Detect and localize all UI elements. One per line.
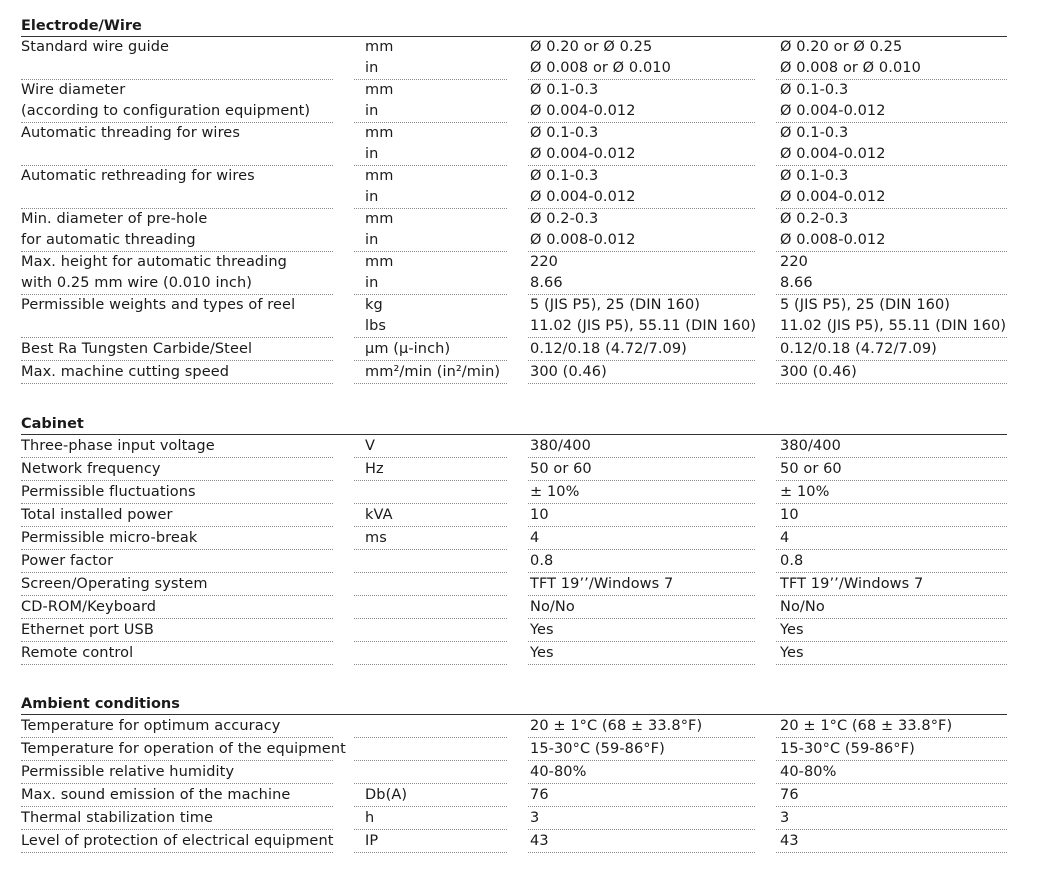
table-row [21,807,1007,830]
table-row [21,252,1007,295]
row-unit: in [365,146,379,162]
section-cabinet [21,414,1007,665]
table-row [21,123,1007,166]
row-value-model-2: ± 10% [780,484,830,500]
section-rows [21,37,1007,384]
row-value-model-1: Ø 0.20 or Ø 0.25 [530,39,653,55]
row-value-model-2: Yes [780,622,804,638]
table-row [21,295,1007,338]
row-unit: mm [365,39,394,55]
row-line [21,784,1007,806]
row-value-model-1: Ø 0.004-0.012 [530,146,636,162]
row-label: Power factor [21,553,114,569]
row-unit: µm (µ-inch) [365,341,451,357]
row-label: Wire diameter [21,82,126,98]
row-value-model-2: Ø 0.008 or Ø 0.010 [780,60,921,76]
column-gutter [507,663,527,665]
row-line [21,550,1007,572]
row-line [21,830,1007,852]
row-value-model-1: Ø 0.1-0.3 [530,125,599,141]
row-value-model-2: Ø 0.004-0.012 [780,103,886,119]
row-unit: h [365,810,375,826]
row-unit [352,481,517,503]
row-label: Best Ra Tungsten Carbide/Steel [21,341,253,357]
column-gutter [756,663,776,665]
row-unit: mm²/min (in²/min) [365,364,501,380]
row-value-model-2: 15-30°C (59-86°F) [780,741,915,757]
row-unit: in [365,275,379,291]
table-row [21,619,1007,642]
row-value-model-2: Ø 0.004-0.012 [780,189,886,205]
row-unit: kVA [365,507,393,523]
column-gutter [507,382,527,384]
row-value-model-1: Ø 0.1-0.3 [530,168,599,184]
row-label: Temperature for operation of the equipment [21,741,346,757]
row-label: with 0.25 mm wire (0.010 inch) [21,275,252,291]
row-unit [352,573,517,595]
row-value-model-2: 76 [780,787,799,803]
column-gutter [334,382,354,384]
row-value-model-1: Ø 0.004-0.012 [530,189,636,205]
row-label: Temperature for optimum accuracy [21,718,281,734]
row-label: Permissible fluctuations [21,484,196,500]
column-gutter [507,851,527,853]
row-value-model-1: 50 or 60 [530,461,592,477]
row-value-model-2: 8.66 [780,275,813,291]
row-value-model-1: Ø 0.004-0.012 [530,103,636,119]
row-line [21,338,1007,360]
row-value-model-2: 50 or 60 [780,461,842,477]
row-label: Standard wire guide [21,39,170,55]
row-value-model-1: Yes [530,645,554,661]
row-unit [352,738,517,760]
table-row [21,715,1007,738]
row-value-model-1: 380/400 [530,438,591,454]
row-value-model-1: 76 [530,787,549,803]
table-row [21,550,1007,573]
row-line [21,527,1007,549]
row-line [21,101,1007,122]
row-value-model-2: Ø 0.2-0.3 [780,211,849,227]
row-value-model-2: 300 (0.46) [780,364,857,380]
row-label: (according to configuration equipment) [21,103,311,119]
table-row [21,80,1007,123]
row-unit: in [365,232,379,248]
table-row [21,527,1007,550]
row-unit: in [365,189,379,205]
row-value-model-2: 5 (JIS P5), 25 (DIN 160) [780,297,951,313]
row-label: Automatic threading for wires [21,125,240,141]
column-gutter [756,851,776,853]
row-unit: IP [365,833,379,849]
row-label: Total installed power [21,507,173,523]
row-label: Permissible weights and types of reel [21,297,296,313]
row-value-model-1: 0.12/0.18 (4.72/7.09) [530,341,687,357]
row-value-model-2: Ø 0.1-0.3 [780,125,849,141]
row-label: Permissible relative humidity [21,764,235,780]
row-label: Network frequency [21,461,161,477]
row-line [21,361,1007,383]
row-line [21,144,1007,165]
row-line [21,619,1007,641]
row-value-model-2: 40-80% [780,764,837,780]
row-unit: mm [365,254,394,270]
table-row [21,784,1007,807]
row-value-model-2: 11.02 (JIS P5), 55.11 (DIN 160) [780,318,1007,334]
row-value-model-1: 5 (JIS P5), 25 (DIN 160) [530,297,701,313]
row-unit [352,761,517,783]
row-label [21,144,352,165]
section-ambient-conditions [21,694,1007,853]
row-value-model-1: 20 ± 1°C (68 ± 33.8°F) [530,718,703,734]
row-line [21,458,1007,480]
row-value-model-1: 8.66 [530,275,563,291]
row-value-model-2: 0.12/0.18 (4.72/7.09) [780,341,937,357]
table-row [21,738,1007,761]
row-label: Remote control [21,645,134,661]
table-row [21,596,1007,619]
table-row [21,361,1007,384]
table-row [21,338,1007,361]
row-unit: mm [365,168,394,184]
row-label [21,316,352,337]
table-row [21,642,1007,665]
row-value-model-1: Ø 0.008-0.012 [530,232,636,248]
row-unit: mm [365,82,394,98]
row-value-model-1: Ø 0.008 or Ø 0.010 [530,60,671,76]
section-title: Cabinet [21,414,1007,435]
section-rows [21,435,1007,665]
row-value-model-2: 10 [780,507,799,523]
row-label: Thermal stabilization time [21,810,213,826]
row-line [21,596,1007,618]
row-label: Screen/Operating system [21,576,208,592]
row-label: Three-phase input voltage [21,438,215,454]
row-value-model-2: 220 [780,254,808,270]
row-unit: in [365,60,379,76]
row-line [21,715,1007,737]
row-value-model-1: 15-30°C (59-86°F) [530,741,665,757]
row-line [21,123,1007,144]
table-row [21,830,1007,853]
row-label [21,187,352,208]
row-value-model-1: 3 [530,810,540,826]
row-value-model-2: Ø 0.20 or Ø 0.25 [780,39,903,55]
row-value-model-2: Ø 0.1-0.3 [780,168,849,184]
row-value-model-2: 3 [780,810,790,826]
row-value-model-1: No/No [530,599,575,615]
section-rows [21,715,1007,853]
row-value-model-1: Ø 0.1-0.3 [530,82,599,98]
table-row [21,504,1007,527]
column-gutter [756,382,776,384]
row-unit [352,619,517,641]
section-electrode-wire [21,16,1007,384]
row-value-model-1: Yes [530,622,554,638]
row-unit [352,596,517,618]
table-row [21,481,1007,504]
row-label: Permissible micro-break [21,530,198,546]
row-value-model-1: 40-80% [530,764,587,780]
table-row [21,435,1007,458]
row-unit: Hz [365,461,384,477]
row-unit: kg [365,297,383,313]
row-line [21,761,1007,783]
row-value-model-2: No/No [780,599,825,615]
table-row [21,761,1007,784]
row-value-model-1: Ø 0.2-0.3 [530,211,599,227]
row-line [21,187,1007,208]
row-unit: in [365,103,379,119]
row-value-model-2: 0.8 [780,553,804,569]
row-line [21,738,1007,760]
row-value-model-2: Ø 0.004-0.012 [780,146,886,162]
table-row [21,458,1007,481]
row-line [21,273,1007,294]
row-value-model-1: 220 [530,254,558,270]
row-unit: V [365,438,376,454]
row-value-model-1: 300 (0.46) [530,364,607,380]
row-value-model-2: Yes [780,645,804,661]
row-value-model-2: 380/400 [780,438,841,454]
row-value-model-2: 4 [780,530,790,546]
table-row [21,37,1007,80]
row-unit: Db(A) [365,787,408,803]
row-value-model-1: 43 [530,833,549,849]
row-line [21,504,1007,526]
row-value-model-2: 43 [780,833,799,849]
column-gutter [334,851,354,853]
row-unit: ms [365,530,387,546]
row-line [21,435,1007,457]
row-line [21,295,1007,316]
table-row [21,209,1007,252]
row-label [21,58,352,79]
table-row [21,573,1007,596]
row-value-model-2: Ø 0.008-0.012 [780,232,886,248]
row-value-model-2: 20 ± 1°C (68 ± 33.8°F) [780,718,953,734]
row-value-model-1: 11.02 (JIS P5), 55.11 (DIN 160) [530,318,757,334]
row-value-model-1: ± 10% [530,484,580,500]
row-value-model-1: 4 [530,530,540,546]
row-label: Min. diameter of pre-hole [21,211,208,227]
row-label: Max. sound emission of the machine [21,787,291,803]
row-line [21,80,1007,101]
row-label: Automatic rethreading for wires [21,168,255,184]
row-unit [352,550,517,572]
row-line [21,252,1007,273]
row-label: Max. height for automatic threading [21,254,287,270]
row-label: Max. machine cutting speed [21,364,230,380]
row-value-model-1: TFT 19’’/Windows 7 [530,576,674,592]
row-line [21,230,1007,251]
row-unit [352,642,517,664]
row-line [21,642,1007,664]
row-unit: mm [365,125,394,141]
row-value-model-1: 10 [530,507,549,523]
row-label: for automatic threading [21,232,196,248]
section-title: Electrode/Wire [21,16,1007,37]
row-value-model-1: 0.8 [530,553,554,569]
section-title: Ambient conditions [21,694,1007,715]
row-line [21,807,1007,829]
row-label: CD-ROM/Keyboard [21,599,157,615]
row-unit [352,715,517,737]
row-unit: mm [365,211,394,227]
row-line [21,209,1007,230]
row-value-model-2: TFT 19’’/Windows 7 [780,576,924,592]
row-unit: lbs [365,318,387,334]
spec-sheet [21,16,1007,853]
row-value-model-2: Ø 0.1-0.3 [780,82,849,98]
row-line [21,573,1007,595]
row-line [21,316,1007,337]
row-line [21,58,1007,79]
row-line [21,37,1007,58]
row-label: Level of protection of electrical equipment [21,833,334,849]
table-row [21,166,1007,209]
row-line [21,481,1007,503]
row-label: Ethernet port USB [21,622,154,638]
column-gutter [334,663,354,665]
row-line [21,166,1007,187]
